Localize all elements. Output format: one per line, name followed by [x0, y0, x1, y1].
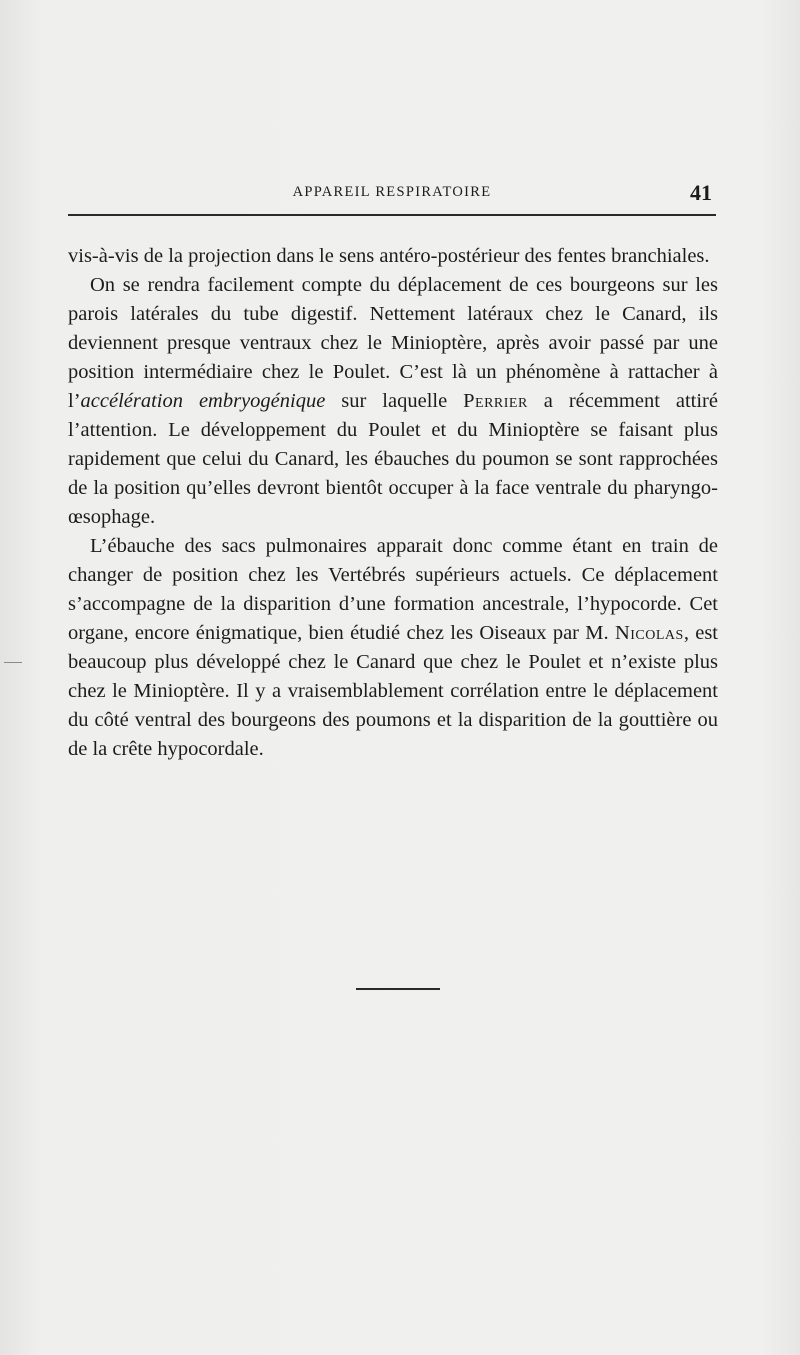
running-head	[68, 180, 716, 206]
paragraph: On se rendra facilement compte du déplacement de ces bourgeons sur les parois latérales du tube digestif. Nettement latéraux chez le Canard, ils deviennent presque ventraux chez le Minioptère, après avoir passé par une position intermédiaire chez le Poulet. C’est là un phénomène à rattacher à l’accélération embryogénique sur laquelle Perrier a récemment attiré l’attention. Le développement du Poulet et du Minioptère se faisant plus rapidement que celui du Canard, les ébauches du poumon se sont rapprochées de la position qu’elles devront bientôt occuper à la face ventrale du pharyngo-œsophage.	[68, 274, 718, 528]
body-text	[68, 242, 718, 764]
end-of-section-rule	[356, 988, 440, 990]
italic-term: accélération embryogénique	[80, 390, 326, 412]
paragraph: L’ébauche des sacs pulmonaires apparait donc comme étant en train de changer de position chez les Vertébrés supérieurs actuels. Ce déplacement s’accompagne de la disparition d’une formation ancestrale, l’hypocorde. Cet organe, encore énigmatique, bien étudié chez les Oiseaux par M. Nicolas, est beaucoup plus développé chez le Canard que chez le Poulet et n’existe plus chez le Minioptère. Il y a vraisemblablement corrélation entre le déplacement du côté ventral des bourgeons des poumons et la disparition de la gouttière ou de la crête hypocordale.	[68, 535, 719, 760]
author-name: Nicolas	[614, 622, 684, 644]
author-name: Perrier	[463, 390, 528, 412]
header-rule	[68, 214, 716, 216]
margin-mark	[4, 662, 22, 663]
page-number: 41	[690, 180, 712, 205]
running-title: APPAREIL RESPIRATOIRE	[292, 184, 492, 200]
paragraph-continued: vis-à-vis de la projection dans le sens antéro-postérieur des fentes branchiales.	[68, 245, 710, 267]
